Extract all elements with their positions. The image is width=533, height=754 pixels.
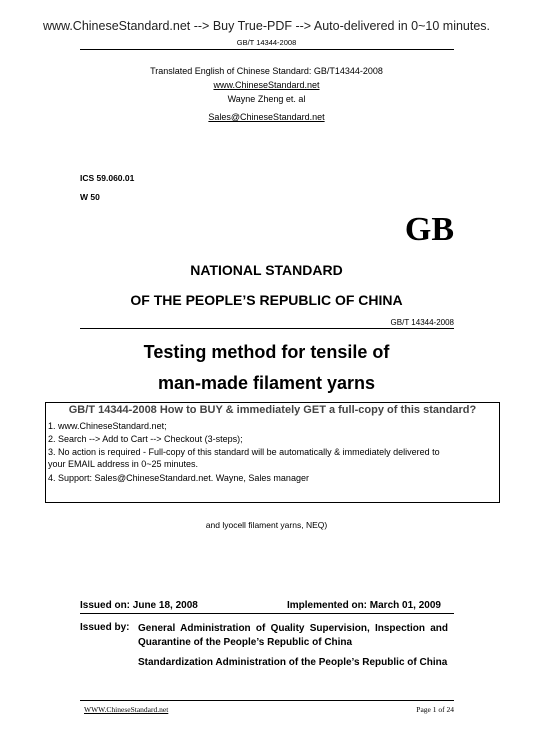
buy-box-heading: GB/T 14344-2008 How to BUY & immediately GET a full-copy of this standard?: [68, 404, 477, 416]
equivalence-note: and lyocell filament yarns, NEQ): [205, 520, 328, 530]
dates-rule: [80, 613, 454, 614]
website-link[interactable]: www.ChineseStandard.net: [213, 80, 320, 90]
email-link[interactable]: Sales@ChineseStandard.net: [208, 112, 325, 122]
promo-banner: www.ChineseStandard.net --> Buy True-PDF --> Auto-delivered in 0~10 minutes.: [42, 19, 491, 33]
issuer-2: Standardization Administration of the People’s Republic of China: [138, 657, 448, 668]
standard-code: GB/T 14344-2008: [390, 318, 454, 327]
standard-title-line2: OF THE PEOPLE’S REPUBLIC OF CHINA: [130, 292, 403, 308]
w-code: W 50: [80, 192, 100, 202]
buy-step-1[interactable]: 1. www.ChineseStandard.net;: [48, 421, 167, 431]
buy-step-2: 2. Search --> Add to Cart --> Checkout (3-steps);: [48, 434, 243, 444]
buy-step-3: 3. No action is required - Full-copy of this standard will be automatically & immediately delivered to: [48, 447, 440, 457]
implemented-on-date: Implemented on: March 01, 2009: [287, 600, 441, 611]
ics-code: ICS 59.060.01: [80, 173, 135, 183]
footer-rule: [80, 700, 454, 701]
issued-on-date: Issued on: June 18, 2008: [80, 600, 198, 611]
translation-line: Translated English of Chinese Standard: GB/T14344-2008: [150, 66, 383, 76]
issued-by-label: Issued by:: [80, 622, 130, 633]
issuer-1: General Administration of Quality Supervision, Inspection and Quarantine of the People’s Republic of China: [138, 623, 448, 648]
gb-logo: GB: [404, 211, 454, 248]
header-rule: [80, 49, 454, 50]
footer-site-link[interactable]: WWW.ChineseStandard.net: [84, 705, 169, 714]
page-number: Page 1 of 24: [416, 705, 454, 714]
document-title-line2: man-made filament yarns: [157, 373, 376, 393]
standard-title-line1: NATIONAL STANDARD: [190, 262, 343, 278]
document-title-line1: Testing method for tensile of: [143, 342, 390, 362]
buy-step-4: 4. Support: Sales@ChineseStandard.net. Wayne, Sales manager: [48, 473, 309, 483]
buy-step-3-cont: your EMAIL address in 0~25 minutes.: [48, 459, 198, 469]
title-rule: [80, 328, 454, 329]
authors: Wayne Zheng et. al: [227, 94, 306, 104]
header-code: GB/T 14344-2008: [236, 38, 297, 47]
